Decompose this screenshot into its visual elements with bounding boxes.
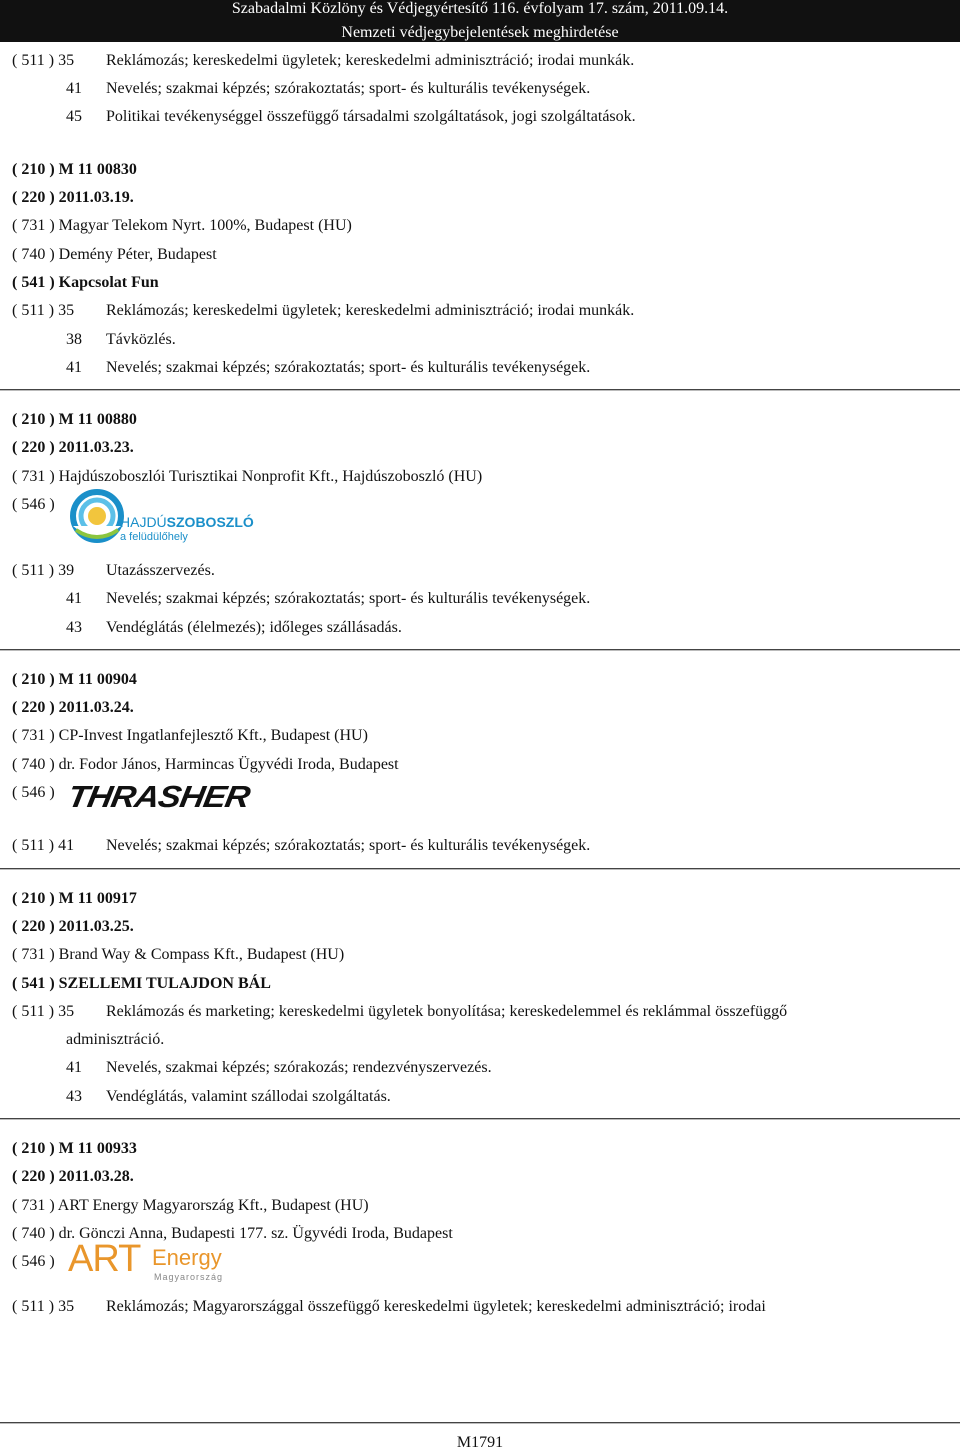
filing-date: ( 220 ) 2011.03.24. <box>12 699 134 716</box>
class-prefix: ( 511 ) 35 <box>12 52 75 69</box>
class-code: 41 <box>66 80 82 97</box>
filing-date: ( 220 ) 2011.03.28. <box>12 1168 134 1185</box>
filing-date: ( 220 ) 2011.03.19. <box>12 189 134 206</box>
application-number: ( 210 ) M 11 00917 <box>12 890 137 907</box>
class-text: Nevelés; szakmai képzés; szórakoztatás; sport- és kulturális tevékenységek. <box>106 359 591 376</box>
class-prefix: ( 511 ) 35 <box>12 1003 75 1020</box>
logo-word: ART <box>68 1238 141 1280</box>
logo-tagline: a felüdülőhely <box>120 531 188 543</box>
class-text: adminisztráció. <box>66 1031 165 1048</box>
hajduszoboszlo-logo <box>70 486 254 548</box>
application-number: ( 210 ) M 11 00880 <box>12 411 137 428</box>
logo-tagline: Magyarország <box>154 1272 224 1282</box>
class-code: 43 <box>66 1088 82 1105</box>
logo-wordmark: THRASHER <box>65 779 253 815</box>
section-title: Nemzeti védjegybejelentések meghirdetése <box>341 24 619 41</box>
class-code: 45 <box>66 108 82 125</box>
figurative-label: ( 546 ) <box>12 784 55 801</box>
applicant: ( 731 ) Brand Way & Compass Kft., Budapest (HU) <box>12 946 345 963</box>
class-prefix: ( 511 ) 41 <box>12 837 75 854</box>
class-code: 38 <box>66 331 82 348</box>
footer-divider <box>0 1422 960 1423</box>
divider <box>0 649 960 650</box>
class-text: Politikai tevékenységgel összefüggő társadalmi szolgáltatások, jogi szolgáltatások. <box>106 108 636 125</box>
logo-word: Energy <box>152 1245 222 1270</box>
thrasher-logo <box>65 776 253 820</box>
applicant: ( 731 ) ART Energy Magyarország Kft., Budapest (HU) <box>12 1197 369 1214</box>
class-code: 41 <box>66 590 82 607</box>
class-text: Reklámozás; kereskedelmi ügyletek; kereskedelmi adminisztráció; irodai munkák. <box>106 302 635 319</box>
class-code: 43 <box>66 619 82 636</box>
word-mark: ( 541 ) SZELLEMI TULAJDON BÁL <box>12 975 271 992</box>
logo-word: SZOBOSZLÓ <box>166 514 254 530</box>
class-text: Nevelés; szakmai képzés; szórakoztatás; sport- és kulturális tevékenységek. <box>106 837 591 854</box>
class-text: Nevelés; szakmai képzés; szórakoztatás; sport- és kulturális tevékenységek. <box>106 80 591 97</box>
class-prefix: ( 511 ) 39 <box>12 562 75 579</box>
class-text: Reklámozás és marketing; kereskedelmi ügyletek bonyolítása; kereskedelemmel és reklámmal összefüggő <box>106 1003 788 1020</box>
figurative-label: ( 546 ) <box>12 496 55 513</box>
applicant: ( 731 ) CP-Invest Ingatlanfejlesztő Kft., Budapest (HU) <box>12 727 368 744</box>
class-text: Vendéglátás, valamint szállodai szolgáltatás. <box>106 1088 391 1105</box>
divider <box>0 1118 960 1119</box>
filing-date: ( 220 ) 2011.03.23. <box>12 439 134 456</box>
representative: ( 740 ) dr. Gönczi Anna, Budapesti 177. sz. Ügyvédi Iroda, Budapest <box>12 1225 453 1242</box>
application-number: ( 210 ) M 11 00933 <box>12 1140 137 1157</box>
class-text: Távközlés. <box>106 331 176 348</box>
page-number: M1791 <box>456 1434 504 1451</box>
class-text: Utazásszervezés. <box>106 562 215 579</box>
applicant: ( 731 ) Magyar Telekom Nyrt. 100%, Budapest (HU) <box>12 217 352 234</box>
filing-date: ( 220 ) 2011.03.25. <box>12 918 134 935</box>
class-text: Vendéglátás (élelmezés); időleges szállásadás. <box>106 619 402 636</box>
application-number: ( 210 ) M 11 00904 <box>12 671 137 688</box>
class-text: Nevelés; szakmai képzés; szórakoztatás; sport- és kulturális tevékenységek. <box>106 590 591 607</box>
class-prefix: ( 511 ) 35 <box>12 1298 75 1315</box>
class-text: Nevelés, szakmai képzés; szórakozás; rendezvényszervezés. <box>106 1059 492 1076</box>
logo-word: HAJDÚ <box>120 514 167 530</box>
class-code: 41 <box>66 359 82 376</box>
class-text: Reklámozás; kereskedelmi ügyletek; kereskedelmi adminisztráció; irodai munkák. <box>106 52 635 69</box>
applicant: ( 731 ) Hajdúszoboszlói Turisztikai Nonprofit Kft., Hajdúszoboszló (HU) <box>12 468 483 485</box>
class-code: 41 <box>66 1059 82 1076</box>
divider <box>0 868 960 869</box>
application-number: ( 210 ) M 11 00830 <box>12 161 137 178</box>
class-prefix: ( 511 ) 35 <box>12 302 75 319</box>
class-text: Reklámozás; Magyarországgal összefüggő kereskedelmi ügyletek; kereskedelmi adminisztráció; irodai <box>106 1298 766 1315</box>
journal-title: Szabadalmi Közlöny és Védjegyértesítő 116. évfolyam 17. szám, 2011.09.14. <box>231 0 729 17</box>
representative: ( 740 ) dr. Fodor János, Harmincas Ügyvédi Iroda, Budapest <box>12 756 399 773</box>
divider <box>0 389 960 390</box>
word-mark: ( 541 ) Kapcsolat Fun <box>12 274 159 291</box>
figurative-label: ( 546 ) <box>12 1253 55 1270</box>
art-energy-logo <box>68 1238 238 1288</box>
representative: ( 740 ) Demény Péter, Budapest <box>12 246 217 263</box>
